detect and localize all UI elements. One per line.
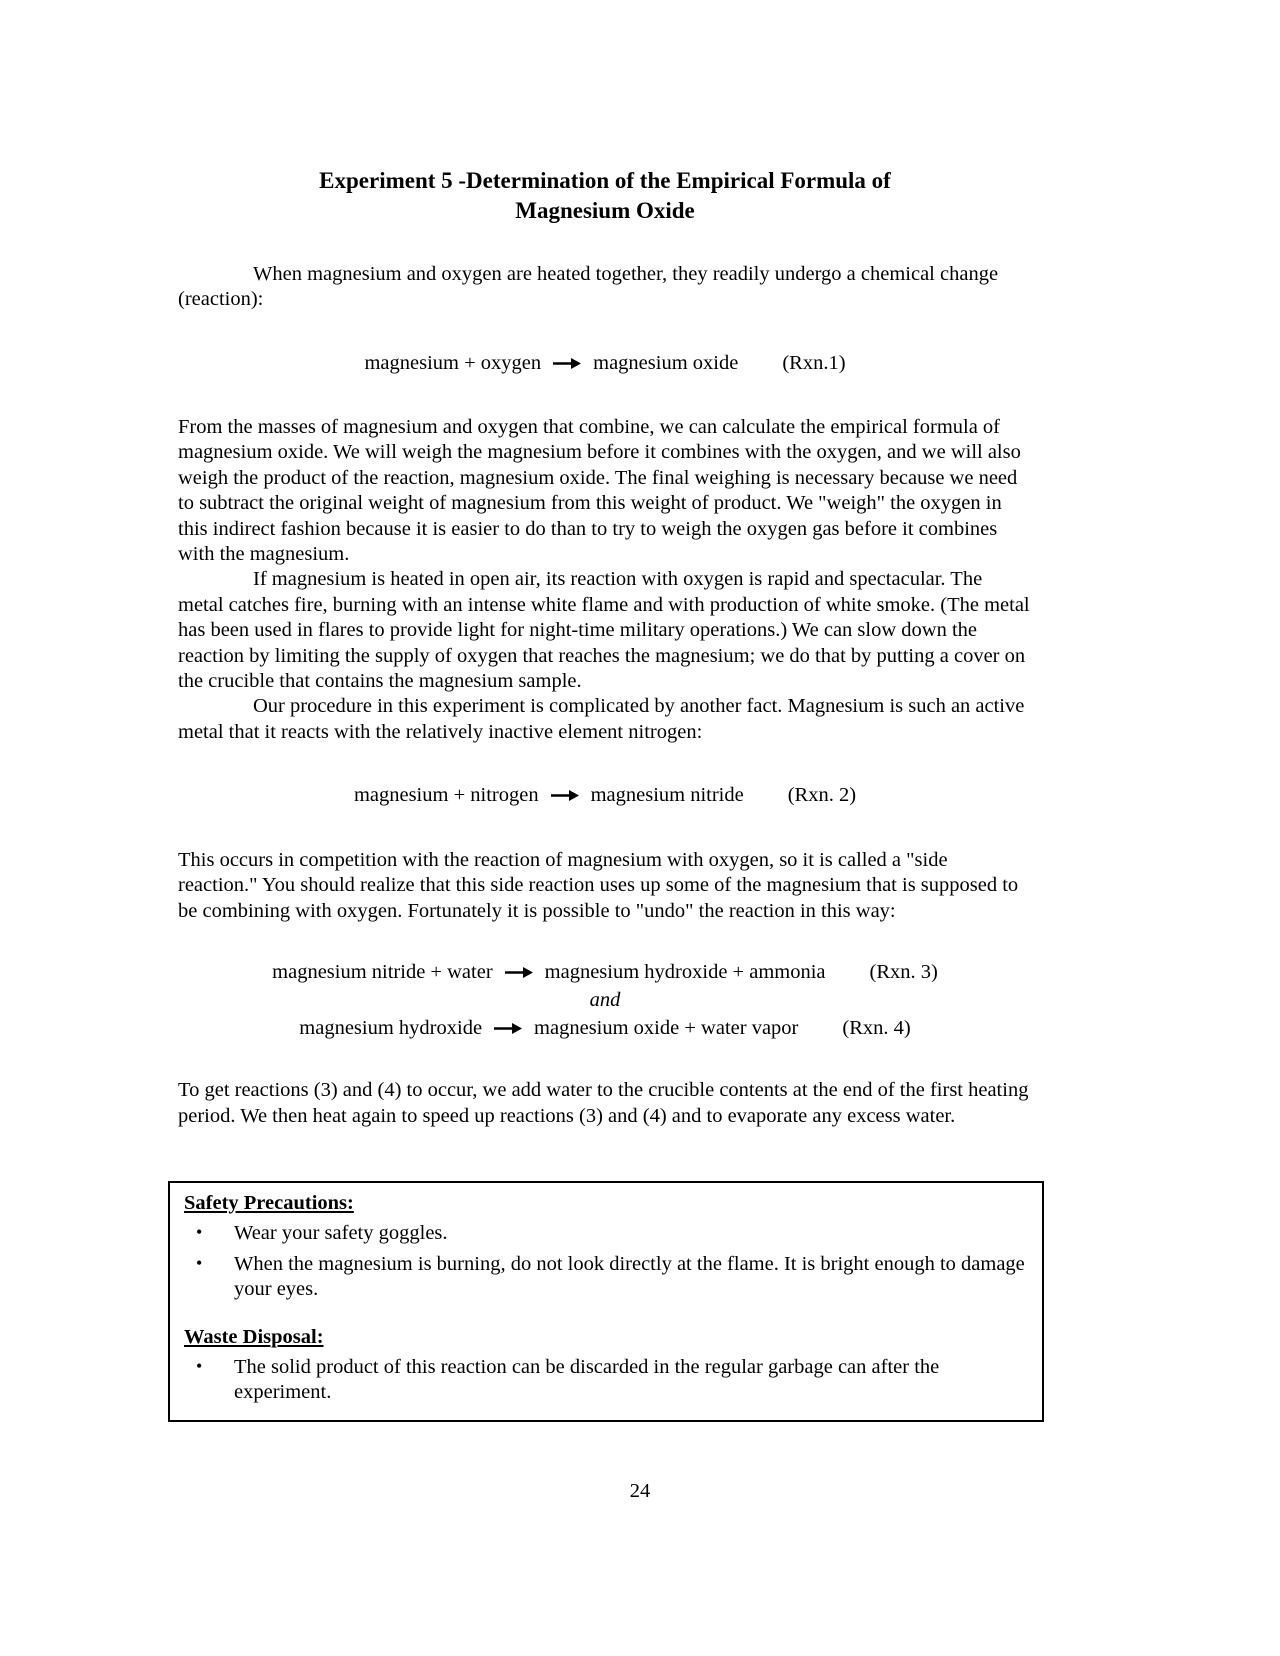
reaction-1 [178,351,1032,377]
reaction-arrow-icon [494,1017,522,1042]
body-paragraph-water-addition: To get reactions (3) and (4) to occur, we add water to the crucible contents at the end of the first heating period. We then heat again to speed up reactions (3) and (4) and to evaporate any excess water. [178,1079,1029,1127]
reaction-3 [178,960,1032,986]
waste-bullet-item [196,1355,1028,1406]
reaction-4-lhs: magnesium hydroxide [299,1016,483,1039]
reaction-2-label: (Rxn. 2) [787,784,857,807]
document-title-line2: Magnesium Oxide [515,197,695,223]
reaction-3-rhs: magnesium hydroxide + ammonia [544,960,826,983]
bullet-icon: • [196,1252,203,1273]
body-paragraph-open-air: If magnesium is heated in open air, its reaction with oxygen is rapid and spectacular. The metal catches fire, burning with an intense white flame and with production of white smoke. (The metal has been used in flares to provide light for night-time military operations.) We can slow down the reaction by limiting the supply of oxygen that reaches the magnesium; we do that by putting a cover on the crucible that contains the magnesium sample. [178,568,1030,693]
document-title [178,166,1032,226]
document-content [178,166,1032,1422]
reaction-4 [178,1016,1032,1042]
reaction-3-lhs: magnesium nitride + water [272,960,493,983]
safety-precautions-heading: Safety Precautions: [184,1191,354,1214]
bullet-icon: • [196,1355,203,1376]
reaction-1-label: (Rxn.1) [782,351,846,374]
reaction-4-label: (Rxn. 4) [842,1016,911,1039]
intro-paragraph: When magnesium and oxygen are heated together, they readily undergo a chemical change (reaction): [178,262,999,311]
reaction-arrow-icon [553,352,581,377]
safety-bullet-text: When the magnesium is burning, do not look directly at the flame. It is bright enough to damage your eyes. [234,1252,1025,1301]
reaction-conjunction: and [589,989,621,1012]
body-paragraph-side-reaction: This occurs in competition with the reaction of magnesium with oxygen, so it is called a "side reaction." You should realize that this side reaction uses up some of the magnesium that is supposed to be combining with oxygen. Fortunately it is possible to "undo" the reaction in this way: [178,848,1019,922]
body-paragraph-masses: From the masses of magnesium and oxygen that combine, we can calculate the empirical formula of magnesium oxide. We will weigh the magnesium before it combines with the oxygen, and we will also weigh the product of the reaction, magnesium oxide. The final weighing is necessary because we need to subtract the original weight of magnesium from this weight of product. We "weigh" the oxygen in this indirect fashion because it is easier to do than to try to weigh the oxygen gas before it combines with the magnesium. [178,416,1021,566]
safety-bullet-item [196,1252,1028,1303]
reaction-2-lhs: magnesium + nitrogen [353,784,539,807]
reaction-group-3-4 [178,960,1032,1042]
reaction-3-label: (Rxn. 3) [869,960,938,983]
reaction-4-rhs: magnesium oxide + water vapor [534,1016,799,1039]
body-paragraph-procedure: Our procedure in this experiment is complicated by another fact. Magnesium is such an active metal that it reacts with the relatively inactive element nitrogen: [178,695,1025,743]
reaction-2 [178,783,1032,809]
bullet-icon: • [196,1222,203,1243]
page-number: 24 [629,1480,651,1502]
reaction-arrow-icon [551,784,579,809]
safety-box [168,1181,1044,1422]
reaction-1-rhs: magnesium oxide [593,351,739,374]
waste-disposal-heading: Waste Disposal: [184,1325,324,1348]
safety-bullet-text: Wear your safety goggles. [234,1222,448,1245]
safety-bullet-item [196,1221,1028,1246]
document-title-line1: Experiment 5 -Determination of the Empirical Formula of [319,168,891,193]
reaction-arrow-icon [505,961,533,986]
reaction-1-lhs: magnesium + oxygen [364,351,542,374]
waste-bullet-text: The solid product of this reaction can be discarded in the regular garbage can after the experiment. [234,1355,940,1404]
reaction-2-rhs: magnesium nitride [590,784,744,807]
